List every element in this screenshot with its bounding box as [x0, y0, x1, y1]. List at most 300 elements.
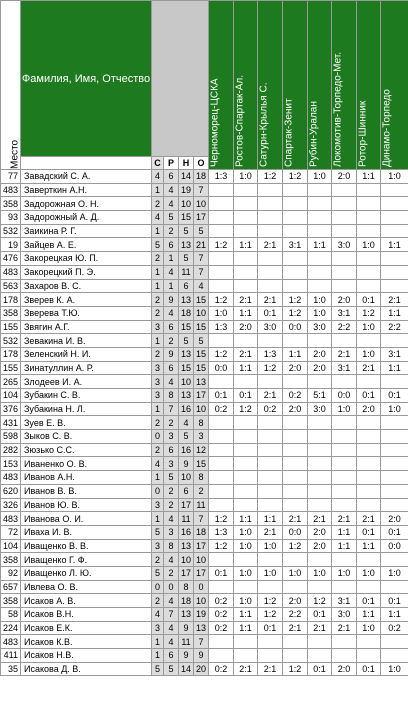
score-cell — [381, 279, 408, 293]
stat-cell: 7 — [194, 512, 209, 526]
score-cell: 0:1 — [381, 594, 408, 608]
score-cell: 0:2 — [283, 389, 308, 403]
score-cell — [258, 484, 283, 498]
score-cell — [258, 334, 283, 348]
stat-cell: 6 — [164, 649, 179, 663]
score-cell: 2:2 — [332, 320, 357, 334]
name-cell: Зюзько С.С. — [21, 443, 152, 457]
score-cell: 1:0 — [308, 566, 332, 580]
stat-cell: 9 — [194, 649, 209, 663]
name-cell: Заикина Р. Г. — [21, 224, 152, 238]
place-cell: 483 — [1, 635, 21, 649]
stat-cell: 1 — [152, 183, 164, 197]
stat-cell: 6 — [179, 484, 194, 498]
stat-cell: 5 — [179, 334, 194, 348]
stat-cell: 4 — [164, 512, 179, 526]
name-header: Фамилия, Имя, Отчество — [21, 1, 152, 157]
score-cell — [258, 416, 283, 430]
place-cell: 19 — [1, 238, 21, 252]
score-cell: 0:1 — [258, 621, 283, 635]
table-row — [1, 594, 408, 608]
score-cell: 0:1 — [209, 389, 234, 403]
score-cell — [209, 443, 234, 457]
stat-cell: 3 — [164, 430, 179, 444]
stat-cell: 1 — [152, 512, 164, 526]
score-cell — [308, 375, 332, 389]
score-cell: 2:0 — [308, 525, 332, 539]
score-cell — [381, 416, 408, 430]
score-cell — [357, 471, 381, 485]
score-cell — [209, 649, 234, 663]
stats-header — [152, 1, 209, 157]
score-cell — [381, 580, 408, 594]
score-cell — [283, 375, 308, 389]
score-cell — [308, 580, 332, 594]
score-cell — [308, 265, 332, 279]
stat-cell: 6 — [164, 443, 179, 457]
stat-cell: 10 — [179, 471, 194, 485]
score-cell — [381, 224, 408, 238]
score-cell — [209, 265, 234, 279]
stat-cell: 10 — [194, 197, 209, 211]
score-cell: 0:1 — [357, 293, 381, 307]
score-cell: 0:1 — [209, 566, 234, 580]
table-row — [1, 430, 408, 444]
stat-cell: 4 — [179, 416, 194, 430]
stat-cell: 5 — [164, 211, 179, 225]
stat-cell: 2 — [164, 224, 179, 238]
score-cell — [209, 430, 234, 444]
score-cell — [332, 197, 357, 211]
score-cell — [283, 580, 308, 594]
name-cell: Звягин А.Г. — [21, 320, 152, 334]
stat-cell: 5 — [152, 525, 164, 539]
score-cell: 0:1 — [258, 306, 283, 320]
name-cell: Зуев Е. В. — [21, 416, 152, 430]
score-cell — [209, 252, 234, 266]
stat-cell: 13 — [179, 238, 194, 252]
score-cell: 1:2 — [234, 402, 258, 416]
score-cell: 5:1 — [308, 389, 332, 403]
table-row — [1, 443, 408, 457]
score-cell — [209, 416, 234, 430]
score-cell: 1:0 — [308, 306, 332, 320]
stat-cell: 15 — [179, 361, 194, 375]
stat-cell: 17 — [194, 389, 209, 403]
stat-cell: 18 — [194, 170, 209, 184]
header-row — [1, 1, 408, 157]
score-cell — [332, 416, 357, 430]
name-cell: Исаков А. В. — [21, 594, 152, 608]
score-cell — [283, 416, 308, 430]
score-cell — [209, 197, 234, 211]
score-cell — [308, 484, 332, 498]
score-cell: 0:1 — [234, 389, 258, 403]
score-cell: 2:1 — [308, 512, 332, 526]
score-cell: 2:1 — [258, 525, 283, 539]
stat-cell: 14 — [179, 170, 194, 184]
stat-cell: 17 — [194, 211, 209, 225]
score-cell — [332, 334, 357, 348]
name-cell: Иващенко Л. Ю. — [21, 566, 152, 580]
stat-cell: 17 — [194, 566, 209, 580]
score-cell — [234, 443, 258, 457]
table-row — [1, 238, 408, 252]
score-cell: 1:3 — [209, 320, 234, 334]
stat-cell: 2 — [152, 306, 164, 320]
stat-cell: 15 — [194, 361, 209, 375]
score-cell: 3:0 — [308, 320, 332, 334]
name-cell: Зайцев А. Е. — [21, 238, 152, 252]
score-cell: 1:2 — [308, 594, 332, 608]
score-cell: 1:0 — [357, 320, 381, 334]
score-cell: 1:1 — [234, 361, 258, 375]
place-cell: 35 — [1, 662, 21, 676]
score-cell: 3:0 — [332, 608, 357, 622]
stat-cell: 7 — [194, 252, 209, 266]
score-cell: 1:2 — [209, 293, 234, 307]
score-cell: 0:1 — [308, 662, 332, 676]
stat-cell: 3 — [152, 361, 164, 375]
place-cell: 72 — [1, 525, 21, 539]
stat-cell: 4 — [164, 621, 179, 635]
stat-cell: 4 — [164, 375, 179, 389]
stat-cell: 1 — [152, 224, 164, 238]
name-cell: Зверева Т.Ю. — [21, 306, 152, 320]
stat-cell: 13 — [194, 375, 209, 389]
score-cell — [234, 265, 258, 279]
stat-cell: 18 — [194, 525, 209, 539]
stat-cell: 2 — [164, 416, 179, 430]
score-cell — [234, 183, 258, 197]
table-row — [1, 252, 408, 266]
stat-cell: 9 — [179, 457, 194, 471]
score-cell — [234, 484, 258, 498]
score-cell — [283, 252, 308, 266]
score-cell — [357, 553, 381, 567]
score-cell — [258, 183, 283, 197]
score-cell — [308, 211, 332, 225]
score-cell: 2:0 — [283, 361, 308, 375]
stat-cell: 13 — [179, 608, 194, 622]
score-cell: 0:0 — [283, 320, 308, 334]
name-cell: Иванов А.Н. — [21, 471, 152, 485]
score-cell: 1:1 — [381, 608, 408, 622]
score-cell — [332, 224, 357, 238]
table-row — [1, 566, 408, 580]
score-cell: 2:2 — [381, 320, 408, 334]
score-cell — [234, 197, 258, 211]
score-cell — [209, 224, 234, 238]
place-cell: 326 — [1, 498, 21, 512]
score-cell: 3:0 — [258, 320, 283, 334]
score-cell: 2:0 — [308, 539, 332, 553]
stat-cell: 3 — [194, 430, 209, 444]
score-cell — [308, 471, 332, 485]
score-cell — [209, 553, 234, 567]
stat-cell: 8 — [194, 471, 209, 485]
score-cell — [381, 252, 408, 266]
stat-cell: 5 — [179, 252, 194, 266]
score-cell: 2:1 — [258, 238, 283, 252]
stat-cell: 4 — [164, 265, 179, 279]
score-cell: 1:1 — [283, 347, 308, 361]
score-cell — [209, 334, 234, 348]
score-cell: 0:1 — [381, 389, 408, 403]
stat-cell: 5 — [152, 238, 164, 252]
stat-cell: 10 — [194, 594, 209, 608]
name-cell: Иващенко Г. Ф. — [21, 553, 152, 567]
score-cell — [209, 457, 234, 471]
score-cell: 1:0 — [234, 566, 258, 580]
name-cell: Иващенко В. В. — [21, 539, 152, 553]
score-cell — [234, 211, 258, 225]
stat-cell: 11 — [179, 265, 194, 279]
score-cell: 1:0 — [332, 402, 357, 416]
score-cell: 1:2 — [258, 170, 283, 184]
place-cell: 153 — [1, 457, 21, 471]
score-cell: 1:0 — [308, 293, 332, 307]
score-cell — [258, 197, 283, 211]
score-cell — [258, 498, 283, 512]
stat-cell: 7 — [194, 265, 209, 279]
name-cell: Закорецкая Ю. П. — [21, 252, 152, 266]
stat-cell: 8 — [194, 416, 209, 430]
place-cell: 104 — [1, 539, 21, 553]
name-cell: Зеленский Н. И. — [21, 347, 152, 361]
score-cell: 0:1 — [357, 389, 381, 403]
stat-cell: 9 — [164, 293, 179, 307]
score-cell — [381, 553, 408, 567]
score-cell — [234, 471, 258, 485]
stat-cell: 19 — [194, 608, 209, 622]
score-cell — [234, 375, 258, 389]
stat-cell: 1 — [152, 471, 164, 485]
score-cell: 2:1 — [357, 512, 381, 526]
table-row — [1, 347, 408, 361]
stat-cell: 8 — [164, 539, 179, 553]
score-cell: 1:0 — [357, 238, 381, 252]
stat-cell: 7 — [164, 608, 179, 622]
score-cell — [332, 430, 357, 444]
table-row — [1, 306, 408, 320]
score-cell: 1:0 — [381, 662, 408, 676]
score-cell: 1:0 — [258, 566, 283, 580]
stat-cell: 5 — [164, 662, 179, 676]
stat-cell: 10 — [179, 553, 194, 567]
table-row — [1, 361, 408, 375]
stat-cell: 2 — [152, 553, 164, 567]
score-cell: 1:0 — [357, 621, 381, 635]
score-cell — [209, 498, 234, 512]
score-cell: 1:0 — [381, 402, 408, 416]
stat-cell: 12 — [194, 443, 209, 457]
name-subheader — [21, 157, 152, 170]
match-header-0: Черноморец-ЦСКА — [209, 1, 234, 170]
score-cell — [209, 375, 234, 389]
place-cell: 358 — [1, 553, 21, 567]
stat-cell: 10 — [194, 306, 209, 320]
score-cell — [308, 252, 332, 266]
stat-cell: 3 — [152, 498, 164, 512]
table-row — [1, 580, 408, 594]
stat-cell: 6 — [164, 170, 179, 184]
score-cell: 2:0 — [381, 512, 408, 526]
stat-cell: 0 — [164, 580, 179, 594]
table-row — [1, 484, 408, 498]
stat-cell: 9 — [179, 649, 194, 663]
score-cell: 1:1 — [234, 306, 258, 320]
score-cell — [308, 553, 332, 567]
stat-cell: 2 — [152, 594, 164, 608]
score-cell — [234, 334, 258, 348]
name-cell: Иванова О. И. — [21, 512, 152, 526]
stat-cell: 8 — [179, 580, 194, 594]
stat-cell: 8 — [164, 389, 179, 403]
place-cell: 532 — [1, 334, 21, 348]
name-cell: Закорецкий П. Э. — [21, 265, 152, 279]
stat-cell: 10 — [194, 402, 209, 416]
score-cell: 0:0 — [381, 539, 408, 553]
place-cell: 598 — [1, 430, 21, 444]
score-cell: 0:2 — [209, 608, 234, 622]
place-cell: 77 — [1, 170, 21, 184]
score-cell: 1:1 — [234, 512, 258, 526]
score-cell: 1:1 — [381, 238, 408, 252]
score-cell: 2:1 — [283, 512, 308, 526]
table-row — [1, 649, 408, 663]
score-cell: 1:2 — [258, 608, 283, 622]
stat-cell: 4 — [164, 553, 179, 567]
score-cell — [283, 443, 308, 457]
stat-cell: 2 — [164, 334, 179, 348]
table-row — [1, 402, 408, 416]
score-cell — [308, 443, 332, 457]
score-cell: 0:0 — [332, 389, 357, 403]
score-cell: 2:1 — [283, 621, 308, 635]
place-cell: 483 — [1, 265, 21, 279]
stat-cell: 9 — [179, 621, 194, 635]
place-cell: 358 — [1, 594, 21, 608]
stat-cell: 7 — [164, 402, 179, 416]
score-cell — [381, 334, 408, 348]
score-cell — [357, 580, 381, 594]
stat-cell: 13 — [179, 539, 194, 553]
place-cell: 155 — [1, 361, 21, 375]
stat-cell: 4 — [164, 306, 179, 320]
score-cell — [381, 430, 408, 444]
score-cell — [283, 457, 308, 471]
place-cell: 620 — [1, 484, 21, 498]
score-cell — [332, 265, 357, 279]
score-cell — [258, 279, 283, 293]
table-row — [1, 621, 408, 635]
score-cell — [357, 416, 381, 430]
score-cell — [234, 279, 258, 293]
table-row — [1, 170, 408, 184]
score-cell: 1:2 — [209, 238, 234, 252]
score-cell: 1:2 — [258, 594, 283, 608]
score-cell: 1:3 — [209, 525, 234, 539]
score-cell — [357, 649, 381, 663]
name-cell: Иваха И. В. — [21, 525, 152, 539]
score-cell — [357, 334, 381, 348]
score-cell — [234, 649, 258, 663]
name-cell: Задорожный А. Д. — [21, 211, 152, 225]
score-cell — [209, 211, 234, 225]
score-cell — [308, 498, 332, 512]
score-cell: 3:1 — [332, 361, 357, 375]
stat-cell: 2 — [152, 443, 164, 457]
score-cell — [332, 443, 357, 457]
score-cell — [381, 649, 408, 663]
stat-cell: 2 — [164, 498, 179, 512]
place-cell: 411 — [1, 649, 21, 663]
place-cell: 93 — [1, 211, 21, 225]
score-cell — [258, 430, 283, 444]
score-cell — [283, 279, 308, 293]
score-cell — [381, 443, 408, 457]
table-row — [1, 457, 408, 471]
score-cell — [332, 635, 357, 649]
stat-cell: 15 — [194, 293, 209, 307]
score-cell — [332, 183, 357, 197]
place-cell: 532 — [1, 224, 21, 238]
score-cell: 0:2 — [258, 402, 283, 416]
score-cell — [234, 580, 258, 594]
score-cell — [357, 252, 381, 266]
score-cell — [209, 580, 234, 594]
score-cell — [332, 649, 357, 663]
score-cell: 2:0 — [234, 320, 258, 334]
score-cell: 0:0 — [209, 361, 234, 375]
table-body — [1, 170, 408, 676]
score-cell: 1:1 — [381, 306, 408, 320]
score-cell: 1:1 — [357, 539, 381, 553]
stat-cell: 0 — [152, 430, 164, 444]
table-row — [1, 525, 408, 539]
place-cell: 483 — [1, 512, 21, 526]
score-cell: 1:2 — [209, 347, 234, 361]
place-cell: 265 — [1, 375, 21, 389]
score-cell — [381, 635, 408, 649]
table-row — [1, 553, 408, 567]
stat-cell: 1 — [152, 279, 164, 293]
stat-cell: 10 — [179, 197, 194, 211]
score-cell — [308, 649, 332, 663]
table-row — [1, 416, 408, 430]
score-cell — [357, 279, 381, 293]
match-header-6: Ротор-Шинник — [357, 1, 381, 170]
score-cell — [332, 484, 357, 498]
score-cell — [381, 498, 408, 512]
table-row — [1, 608, 408, 622]
table-row — [1, 211, 408, 225]
name-cell: Иванов В. В. — [21, 484, 152, 498]
stat-cell: 15 — [194, 457, 209, 471]
score-cell — [357, 635, 381, 649]
stat-cell: 15 — [194, 320, 209, 334]
name-cell: Исаков Е.К. — [21, 621, 152, 635]
score-cell: 2:0 — [283, 402, 308, 416]
score-cell: 1:3 — [258, 347, 283, 361]
stat-cell: 7 — [194, 635, 209, 649]
stat-cell: 15 — [179, 211, 194, 225]
stat-cell: 4 — [194, 279, 209, 293]
score-cell — [283, 649, 308, 663]
score-cell: 1:1 — [381, 361, 408, 375]
table-row — [1, 389, 408, 403]
